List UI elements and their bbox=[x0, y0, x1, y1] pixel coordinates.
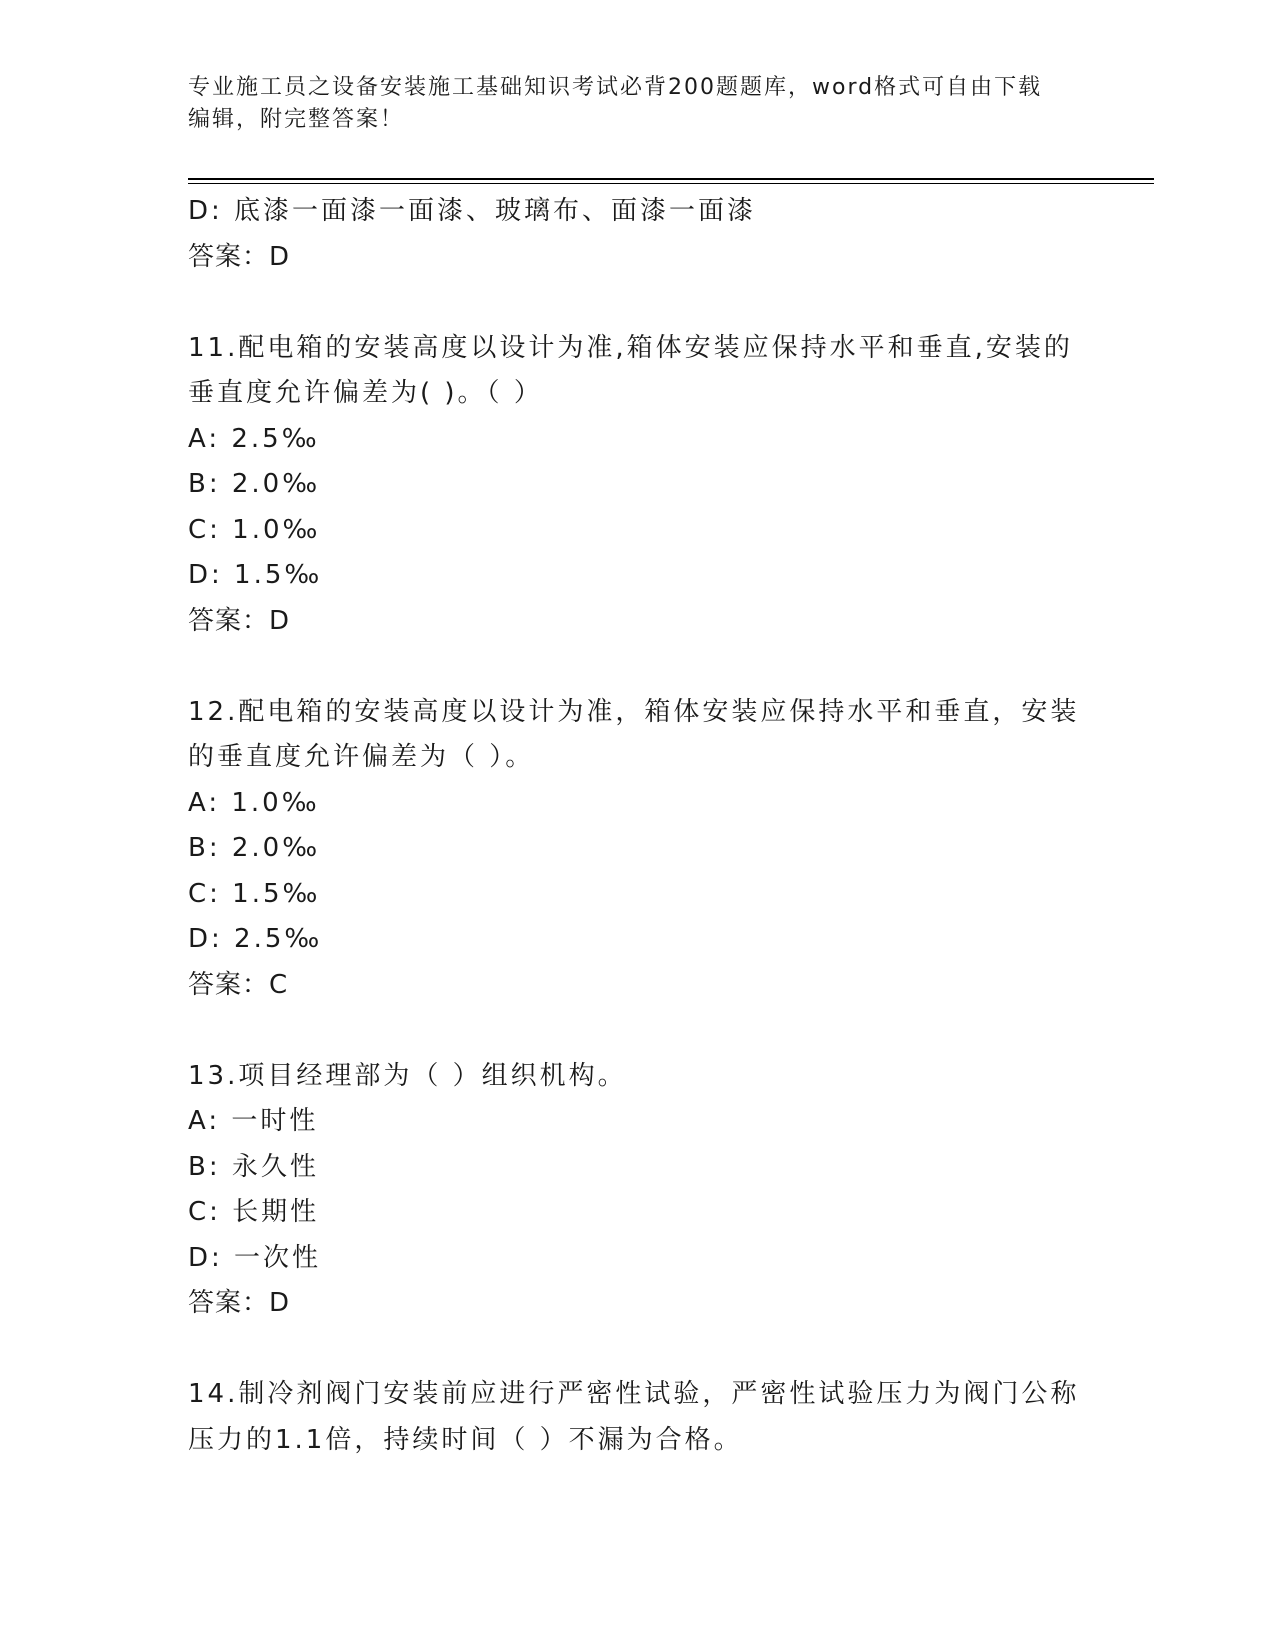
header-line-2: 编辑，附完整答案！ bbox=[188, 107, 405, 132]
question-stem: 压力的1.1倍，持续时间（ ）不漏为合格。 bbox=[188, 1424, 743, 1455]
question-stem: 的垂直度允许偏差为（ ）。 bbox=[188, 742, 535, 772]
question-11 bbox=[188, 326, 1088, 645]
question-14 bbox=[188, 1372, 1088, 1463]
question-stem: 12.配电箱的安装高度以设计为准，箱体安装应保持水平和垂直，安装 bbox=[188, 696, 1080, 727]
spacer bbox=[188, 1327, 1088, 1373]
header-divider-thin bbox=[188, 183, 1154, 184]
answer-line: 答案：D bbox=[188, 241, 291, 272]
question-13 bbox=[188, 1054, 1088, 1327]
option-a: A: 一时性 bbox=[188, 1106, 319, 1136]
option-b: B: 永久性 bbox=[188, 1151, 319, 1182]
answer-line: 答案：D bbox=[188, 605, 291, 636]
option-d: D: 一次性 bbox=[188, 1242, 322, 1273]
header-line-1: 专业施工员之设备安装施工基础知识考试必背200题题库，word格式可自由下载 bbox=[188, 75, 1043, 100]
option-d: D: 1.5‰ bbox=[188, 560, 323, 590]
question-stem: 垂直度允许偏差为( )。（ ） bbox=[188, 378, 543, 408]
header-divider-thick bbox=[188, 178, 1154, 180]
question-list bbox=[188, 189, 1088, 1463]
option-a: A: 2.5‰ bbox=[188, 423, 320, 454]
spacer bbox=[188, 280, 1088, 326]
spacer bbox=[188, 1008, 1088, 1054]
answer-line: 答案：C bbox=[188, 969, 289, 1000]
document-header bbox=[188, 72, 1068, 136]
option-c: C: 1.0‰ bbox=[188, 514, 321, 545]
option-a: A: 1.0‰ bbox=[188, 787, 320, 818]
option-b: B: 2.0‰ bbox=[188, 833, 321, 863]
answer-line: 答案：D bbox=[188, 1288, 291, 1318]
question-12 bbox=[188, 690, 1088, 1009]
option-d: D: 底漆一面漆一面漆、玻璃布、面漆一面漆 bbox=[188, 196, 757, 226]
question-stem: 11.配电箱的安装高度以设计为准,箱体安装应保持水平和垂直,安装的 bbox=[188, 332, 1073, 363]
option-d: D: 2.5‰ bbox=[188, 924, 323, 954]
option-b: B: 2.0‰ bbox=[188, 469, 321, 499]
spacer bbox=[188, 644, 1088, 690]
option-c: C: 1.5‰ bbox=[188, 878, 321, 909]
question-stem: 13.项目经理部为（ ）组织机构。 bbox=[188, 1060, 627, 1091]
option-c: C: 长期性 bbox=[188, 1197, 320, 1227]
question-stem: 14.制冷剂阀门安装前应进行严密性试验，严密性试验压力为阀门公称 bbox=[188, 1379, 1080, 1409]
